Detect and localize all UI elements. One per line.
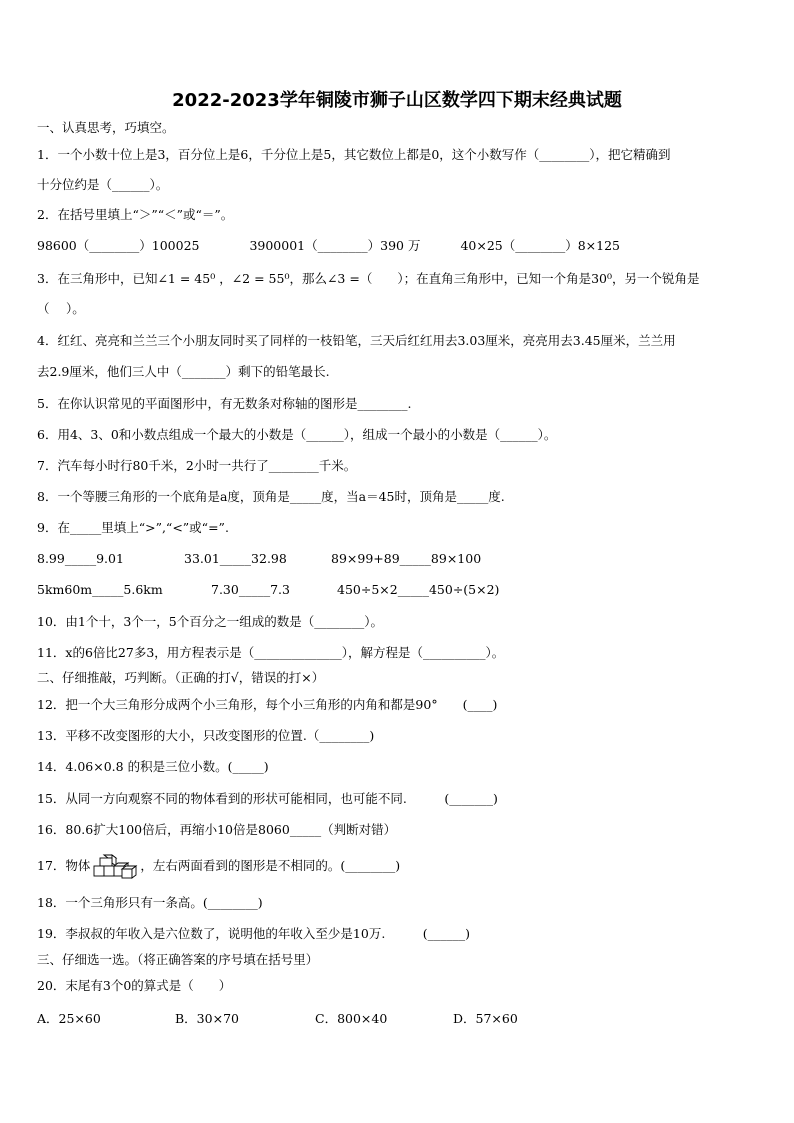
page-title: 2022-2023学年铜陵市狮子山区数学四下期末经典试题 bbox=[172, 90, 622, 111]
question-14: 14．4.06×0.8 的积是三位小数。(_____) bbox=[37, 759, 269, 774]
question-2-row bbox=[37, 238, 620, 254]
question-4-line-1: 4．红红、亮亮和兰兰三个小朋友同时买了同样的一枝铅笔，三天后红红用去3.03厘米，亮亮用去3.45厘米，兰兰用 bbox=[37, 333, 676, 348]
question-7: 7．汽车每小时行80千米，2小时一共行了________千米。 bbox=[37, 458, 357, 473]
question-13: 13．平移不改变图形的大小，只改变图形的位置.（________) bbox=[37, 728, 375, 743]
question-2-item-a: 98600（________）100025 bbox=[37, 238, 200, 253]
option-b: B．30×70 bbox=[175, 1011, 239, 1026]
question-15: 15．从同一方向观察不同的物体看到的形状可能相同，也可能不同. (_______) bbox=[37, 791, 498, 806]
question-9-item-e: 7.30_____7.3 bbox=[211, 582, 290, 597]
question-2-item-c: 40×25（________）8×125 bbox=[460, 238, 621, 253]
question-9-item-f: 450÷5×2_____450÷(5×2) bbox=[337, 582, 500, 597]
question-20-options bbox=[37, 1011, 518, 1027]
question-3-line-2: （ ）。 bbox=[37, 301, 85, 316]
question-9-row-2 bbox=[37, 582, 499, 598]
question-8: 8．一个等腰三角形的一个底角是a度，顶角是_____度，当a＝45时，顶角是_____度. bbox=[37, 489, 505, 504]
question-9-row-1 bbox=[37, 551, 481, 567]
question-17 bbox=[37, 853, 400, 881]
question-1-line-1: 1．一个小数十位上是3，百分位上是6，千分位上是5，其它数位上都是0，这个小数写作（________），把它精确到 bbox=[37, 147, 671, 162]
question-20: 20．末尾有3个0的算式是（ ） bbox=[37, 978, 232, 993]
question-9-item-d: 5km60m_____5.6km bbox=[37, 582, 163, 597]
question-12: 12．把一个大三角形分成两个小三角形，每个小三角形的内角和都是90° (____) bbox=[37, 697, 498, 712]
question-3-line-1: 3．在三角形中，已知∠1 = 45⁰ ，∠2 = 55⁰，那么∠3 =（ ）；在直角三角形中，已知一个角是30⁰，另一个锐角是 bbox=[37, 271, 700, 286]
section-3-heading: 三、仔细选一选。（将正确答案的序号填在括号里） bbox=[37, 952, 319, 967]
question-11: 11．x的6倍比27多3，用方程表示是（______________），解方程是（__________）。 bbox=[37, 645, 505, 660]
question-6: 6．用4、3、0和小数点组成一个最大的小数是（______），组成一个最小的小数是（______）。 bbox=[37, 427, 557, 442]
section-1-heading: 一、认真思考，巧填空。 bbox=[37, 120, 175, 135]
question-5: 5．在你认识常见的平面图形中，有无数条对称轴的图形是________. bbox=[37, 396, 412, 411]
question-9-item-b: 33.01_____32.98 bbox=[184, 551, 287, 566]
option-c: C．800×40 bbox=[315, 1011, 388, 1026]
question-1-line-2: 十分位约是（______）。 bbox=[37, 177, 169, 192]
question-18: 18．一个三角形只有一条高。(________) bbox=[37, 895, 263, 910]
question-10: 10．由1个十，3个一，5个百分之一组成的数是（________）。 bbox=[37, 614, 384, 629]
question-4-line-2: 去2.9厘米，他们三人中（_______）剩下的铅笔最长. bbox=[37, 364, 330, 379]
question-19: 19．李叔叔的年收入是六位数了，说明他的年收入至少是10万. (______) bbox=[37, 926, 471, 941]
option-d: D．57×60 bbox=[453, 1011, 518, 1026]
question-9: 9．在_____里填上“>”,“<”或“=”. bbox=[37, 520, 229, 535]
question-17-prefix: 17．物体 bbox=[37, 858, 91, 873]
option-a: A．25×60 bbox=[37, 1011, 101, 1026]
section-2-heading: 二、仔细推敲，巧判断。（正确的打√，错误的打×） bbox=[37, 670, 325, 685]
question-9-item-c: 89×99+89_____89×100 bbox=[331, 551, 482, 566]
question-9-item-a: 8.99_____9.01 bbox=[37, 551, 124, 566]
question-16: 16．80.6扩大100倍后，再缩小10倍是8060_____（判断对错） bbox=[37, 822, 397, 837]
question-2-item-b: 3900001（________）390 万 bbox=[249, 238, 421, 253]
question-17-suffix: ，左右两面看到的图形是不相同的。(________) bbox=[140, 858, 401, 873]
cube-stack-figure bbox=[92, 854, 138, 880]
question-2: 2．在括号里填上“＞”“＜”或“＝”。 bbox=[37, 207, 234, 222]
